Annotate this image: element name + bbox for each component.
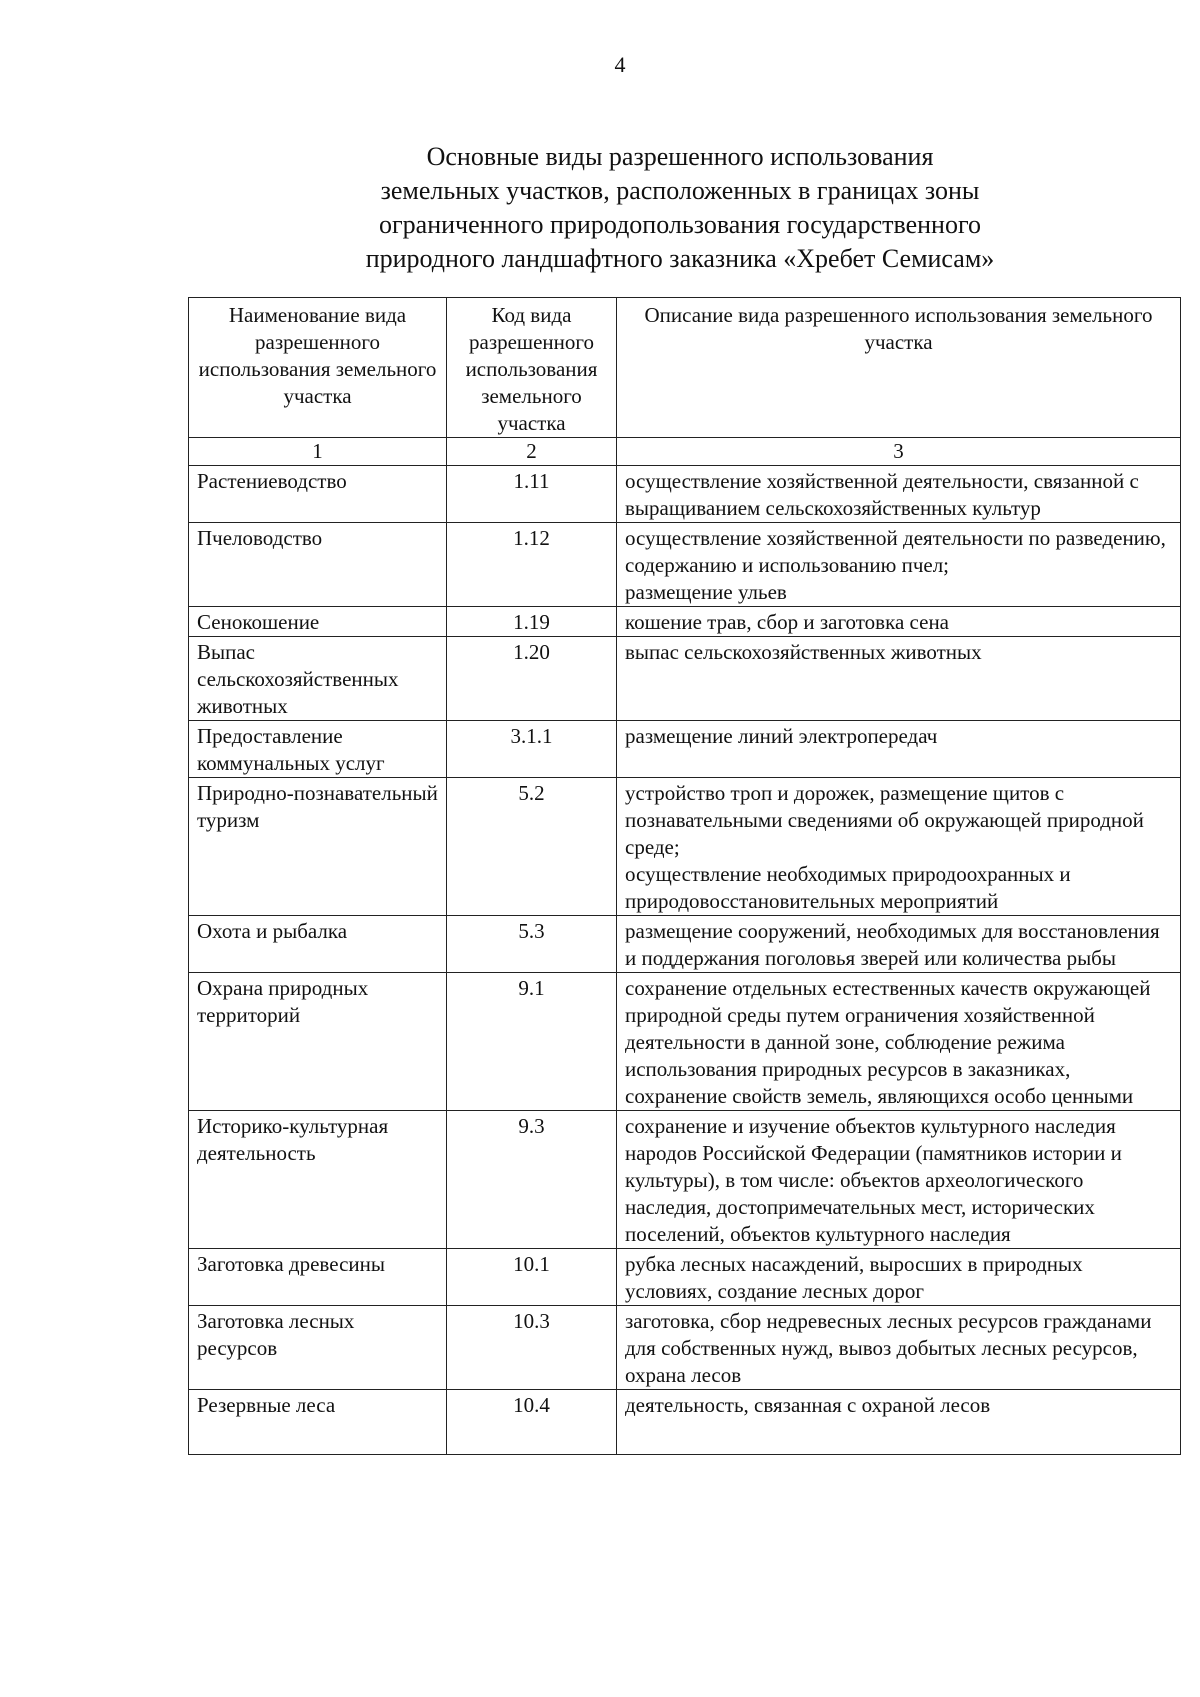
- cell-name: Историко-культурная деятельность: [189, 1111, 447, 1249]
- cell-code: 1.12: [447, 523, 617, 607]
- cell-code: 5.2: [447, 778, 617, 916]
- title-line: ограниченного природопользования государственного: [379, 210, 981, 239]
- table-header-row: [189, 298, 1181, 438]
- table-body: [189, 466, 1181, 1455]
- column-number: 2: [447, 438, 617, 466]
- cell-description: заготовка, сбор недревесных лесных ресурсов гражданами для собственных нужд, вывоз добытых лесных ресурсов, охрана лесов: [617, 1306, 1181, 1390]
- table-row: [189, 721, 1181, 778]
- cell-name: Охота и рыбалка: [189, 916, 447, 973]
- cell-description: кошение трав, сбор и заготовка сена: [617, 607, 1181, 637]
- cell-code: 5.3: [447, 916, 617, 973]
- cell-description: сохранение отдельных естественных качеств окружающей природной среды путем ограничения хозяйственной деятельности в данной зоне, соблюдение режима использования природных ресурсов в заказниках, сохранение свойств земель, являющихся особо ценными: [617, 973, 1181, 1111]
- cell-name: Заготовка древесины: [189, 1249, 447, 1306]
- cell-description: осуществление хозяйственной деятельности, связанной с выращиванием сельскохозяйственных культур: [617, 466, 1181, 523]
- header-code: Код вида разрешенного использования земельного участка: [447, 298, 617, 438]
- title-line: природного ландшафтного заказника «Хребет Семисам»: [365, 244, 995, 273]
- cell-code: 9.3: [447, 1111, 617, 1249]
- cell-code: 1.19: [447, 607, 617, 637]
- cell-description: сохранение и изучение объектов культурного наследия народов Российской Федерации (памятников истории и культуры), в том числе: объектов археологического наследия, достопримечательных мест, исторических поселений, объектов культурного наследия: [617, 1111, 1181, 1249]
- table-row: [189, 1249, 1181, 1306]
- title-line: Основные виды разрешенного использования: [426, 142, 934, 171]
- cell-name: Охрана природных территорий: [189, 973, 447, 1111]
- cell-description: устройство троп и дорожек, размещение щитов с познавательными сведениями об окружающей природной среде; осуществление необходимых природоохранных и природовосстановительных мероприятий: [617, 778, 1181, 916]
- cell-name: Пчеловодство: [189, 523, 447, 607]
- cell-code: 9.1: [447, 973, 617, 1111]
- cell-name: Заготовка лесных ресурсов: [189, 1306, 447, 1390]
- cell-name: Предоставление коммунальных услуг: [189, 721, 447, 778]
- header-description: Описание вида разрешенного использования земельного участка: [617, 298, 1181, 438]
- cell-description: рубка лесных насаждений, выросших в природных условиях, создание лесных дорог: [617, 1249, 1181, 1306]
- cell-code: 1.11: [447, 466, 617, 523]
- table-row: [189, 523, 1181, 607]
- table-row: [189, 1390, 1181, 1455]
- cell-name: Природно-познавательный туризм: [189, 778, 447, 916]
- column-number: 3: [617, 438, 1181, 466]
- title-line: земельных участков, расположенных в границах зоны: [380, 176, 980, 205]
- cell-code: 1.20: [447, 637, 617, 721]
- cell-code: 10.4: [447, 1390, 617, 1455]
- table-row: [189, 1306, 1181, 1390]
- header-name: Наименование вида разрешенного использования земельного участка: [189, 298, 447, 438]
- cell-name: Резервные леса: [189, 1390, 447, 1455]
- table-row: [189, 973, 1181, 1111]
- table-row: [189, 916, 1181, 973]
- cell-description: деятельность, связанная с охраной лесов: [617, 1390, 1181, 1455]
- table-row: [189, 466, 1181, 523]
- cell-description: размещение сооружений, необходимых для восстановления и поддержания поголовья зверей или количества рыбы: [617, 916, 1181, 973]
- column-number: 1: [189, 438, 447, 466]
- table-row: [189, 1111, 1181, 1249]
- cell-name: Сенокошение: [189, 607, 447, 637]
- table-row: [189, 607, 1181, 637]
- land-use-table: [188, 297, 1181, 1455]
- cell-description: размещение линий электропередач: [617, 721, 1181, 778]
- cell-description: выпас сельскохозяйственных животных: [617, 637, 1181, 721]
- cell-code: 10.3: [447, 1306, 617, 1390]
- cell-name: Выпас сельскохозяйственных животных: [189, 637, 447, 721]
- document-title: [180, 140, 1180, 276]
- cell-code: 3.1.1: [447, 721, 617, 778]
- page-number: 4: [614, 52, 626, 77]
- cell-code: 10.1: [447, 1249, 617, 1306]
- cell-name: Растениеводство: [189, 466, 447, 523]
- column-numbers-row: [189, 438, 1181, 466]
- cell-description: осуществление хозяйственной деятельности по разведению, содержанию и использованию пчел; размещение ульев: [617, 523, 1181, 607]
- table-row: [189, 637, 1181, 721]
- table-row: [189, 778, 1181, 916]
